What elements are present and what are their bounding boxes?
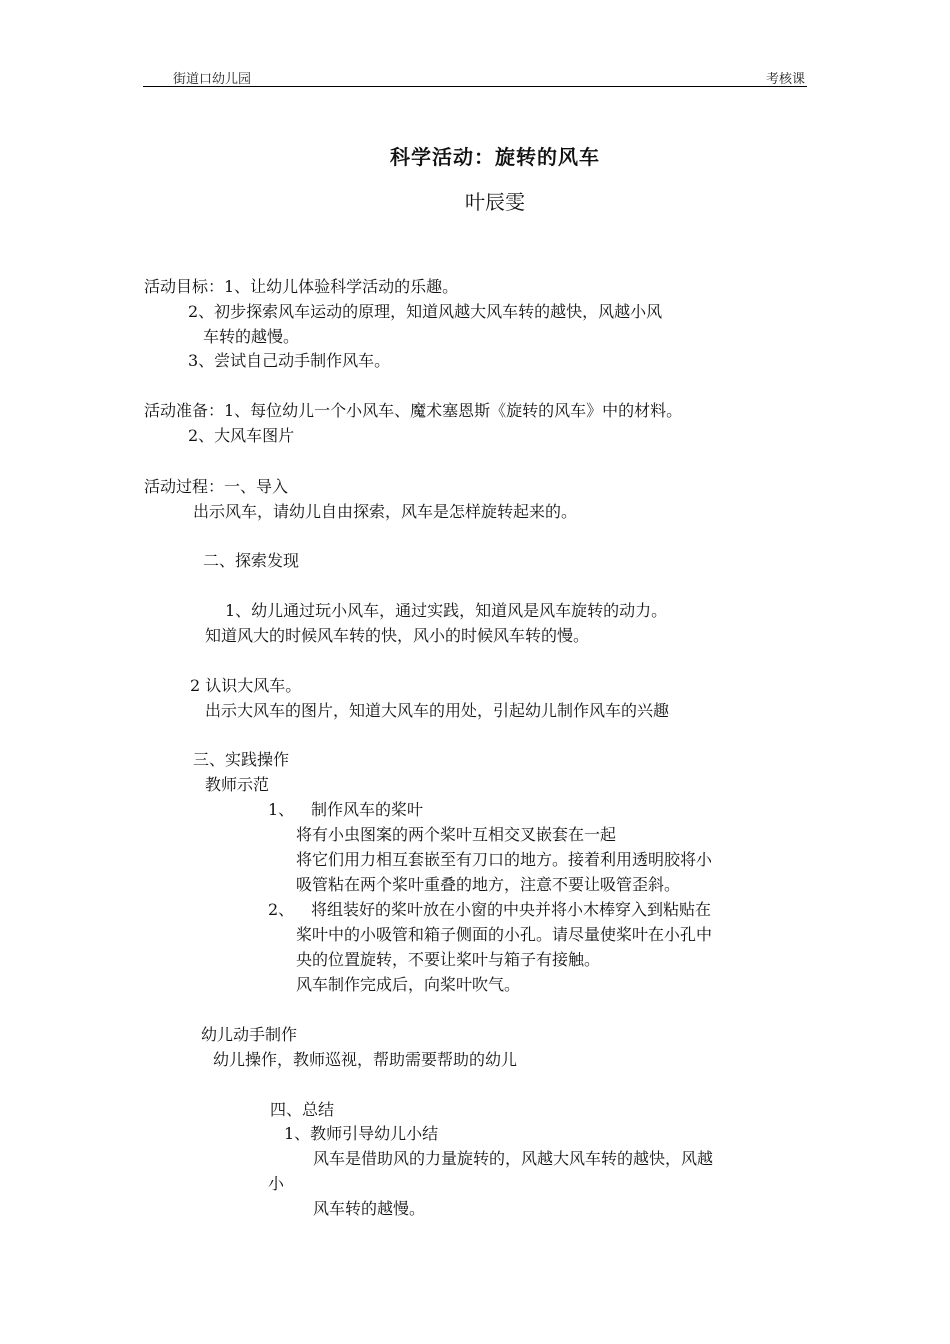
demo-step-2-line-4: 风车制作完成后，向桨叶吹气。 [296,975,521,994]
summary-item-1: 1、教师引导幼儿小结 [284,1124,439,1143]
prep-line-1: 活动准备：1、每位幼儿一个小风车、魔术塞恩斯《旋转的风车》中的材料。 [144,401,683,420]
goal-line-2: 2、初步探索风车运动的原理，知道风越大风车转的越快，风越小风 [188,302,663,321]
goal-line-1: 活动目标：1、让幼儿体验科学活动的乐趣。 [144,277,459,296]
explore-item-2: 2 认识大风车。 [190,676,302,695]
summary-heading: 四、总结 [270,1100,335,1119]
teacher-demo-heading: 教师示范 [205,775,270,794]
document-title: 科学活动：旋转的风车 [390,145,600,169]
explore-heading: 二、探索发现 [203,551,300,570]
summary-text-line-1: 风车是借助风的力量旋转的，风越大风车转的越快，风越 [313,1149,714,1168]
demo-step-1-line-1: 将有小虫图案的两个桨叶互相交叉嵌套在一起 [296,825,617,844]
child-practice-text: 幼儿操作，教师巡视，帮助需要帮助的幼儿 [213,1050,518,1069]
child-practice-heading: 幼儿动手制作 [201,1025,298,1044]
demo-step-2-number: 2、 [268,900,295,919]
document-author: 叶辰雯 [465,190,525,214]
summary-text-wrap: 小 [268,1174,285,1193]
demo-step-1-line-3: 吸管粘在两个桨叶重叠的地方，注意不要让吸管歪斜。 [296,875,681,894]
explore-item-1: 1、幼儿通过玩小风车，通过实践，知道风是风车旋转的动力。 [225,601,668,620]
process-heading: 活动过程：一、导入 [144,477,289,496]
intro-text: 出示风车，请幼儿自由探索，风车是怎样旋转起来的。 [193,502,578,521]
header-school-name: 街道口幼儿园 [173,72,252,87]
demo-step-1-title: 制作风车的桨叶 [311,800,424,819]
demo-step-2-line-3: 央的位置旋转，不要让桨叶与箱子有接触。 [296,950,601,969]
goal-line-2-cont: 车转的越慢。 [203,327,300,346]
demo-step-2-line-2: 桨叶中的小吸管和箱子侧面的小孔。请尽量使桨叶在小孔中 [296,925,713,944]
header-course-type: 考核课 [766,72,806,87]
explore-item-2-cont: 出示大风车的图片，知道大风车的用处，引起幼儿制作风车的兴趣 [205,701,670,720]
goal-line-3: 3、尝试自己动手制作风车。 [188,351,391,370]
practice-heading: 三、实践操作 [193,750,290,769]
demo-step-1-number: 1、 [268,800,295,819]
explore-item-1-cont: 知道风大的时候风车转的快，风小的时候风车转的慢。 [205,626,590,645]
prep-line-2: 2、大风车图片 [188,426,295,445]
demo-step-1-line-2: 将它们用力相互套嵌至有刀口的地方。接着利用透明胶将小 [296,850,713,869]
header-divider [143,86,807,87]
summary-text-line-2: 风车转的越慢。 [313,1199,426,1218]
demo-step-2-line-1: 将组装好的桨叶放在小窗的中央并将小木棒穿入到粘贴在 [311,900,712,919]
